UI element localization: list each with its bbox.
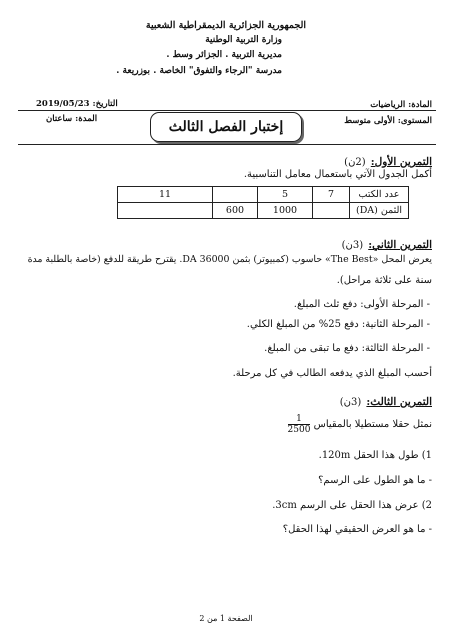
exercise2-step3: - المرحلة الثالثة: دفع ما تبقى من المبلغ. xyxy=(264,343,430,354)
exercise2-question: أحسب المبلغ الذي يدفعه الطالب في كل مرحلة. xyxy=(232,368,432,379)
subject-label: المادة: الرياضيات xyxy=(370,100,432,110)
proportionality-table xyxy=(117,186,409,219)
table-row xyxy=(118,187,409,203)
exercise2-statement: يعرض المحل «The Best» حاسوب (كمبيوتر) بثمن 36000 DA. يقترح طريقة للدفع (خاصة بالطلبة مدة xyxy=(27,254,432,265)
exercise3-q2-ask: - ما هو العرض الحقيقي لهذا الحقل؟ xyxy=(282,524,432,535)
exercise3-title: التمرين الثالث: xyxy=(366,396,432,408)
exercise3-heading xyxy=(340,390,432,410)
header-rule-top xyxy=(18,110,436,111)
exercise3-q2: 2) عرض هذا الحقل على الرسم 3cm. xyxy=(272,500,432,511)
exercise3-q1: 1) طول هذا الحقل 120m. xyxy=(318,450,432,461)
scale-denominator: 2500 xyxy=(287,425,311,435)
table-row xyxy=(118,203,409,219)
table-cell xyxy=(213,187,258,203)
exercise1-instruction: أكمل الجدول الآتي باستعمال معامل التناسبية. xyxy=(243,169,432,180)
ministry-line: وزارة التربية الوطنية xyxy=(205,35,282,45)
table-cell: 1000 xyxy=(258,203,313,219)
date-label: التاريخ: 2019/05/23 xyxy=(36,99,118,109)
table-cell: 600 xyxy=(213,203,258,219)
duration-label: المدة: ساعتان xyxy=(46,114,98,124)
exercise2-statement-cont: سنة على ثلاثة مراحل). xyxy=(336,275,432,286)
republic-line: الجمهورية الجزائرية الديمقراطية الشعبية xyxy=(145,20,307,31)
table-cell: عدد الكتب xyxy=(350,187,409,203)
exam-title: إختبار الفصل الثالث xyxy=(150,112,302,142)
table-cell: 11 xyxy=(118,187,213,203)
ministry-header xyxy=(0,18,452,33)
exercise1-title: التمرين الأول: xyxy=(370,156,432,168)
exercise3-intro-text: نمثل حقلا مستطيلا بالمقياس xyxy=(313,419,432,430)
directorate-line: مديرية التربية . الجزائر وسط . xyxy=(166,50,282,60)
table-cell xyxy=(313,203,350,219)
exercise2-points: (3ن) xyxy=(341,240,364,251)
level-label: المستوى: الأولى متوسط xyxy=(344,116,432,126)
exercise2-step2: - المرحلة الثانية: دفع 25% من المبلغ الكلي. xyxy=(246,319,430,330)
table-cell xyxy=(118,203,213,219)
table-cell: 7 xyxy=(313,187,350,203)
table-cell: الثمن (DA) xyxy=(350,203,409,219)
scale-fraction xyxy=(288,414,311,435)
scale-numerator: 1 xyxy=(288,414,311,425)
exercise3-points: (3ن) xyxy=(339,397,362,408)
header-rule-bottom xyxy=(18,144,436,145)
exercise1-points: (2ن) xyxy=(344,157,366,168)
exercise2-step1: - المرحلة الأولى: دفع ثلث المبلغ. xyxy=(293,299,430,310)
school-line: مدرسة "الرجاء والتفوق" الخاصة . بوزريعة . xyxy=(116,66,282,76)
exercise3-q1-ask: - ما هو الطول على الرسم؟ xyxy=(318,475,432,486)
exercise3-intro xyxy=(288,414,432,435)
page-number: الصفحة 1 من 2 xyxy=(199,614,253,623)
table-cell: 5 xyxy=(258,187,313,203)
exercise2-title: التمرين الثاني: xyxy=(368,239,432,251)
exercise2-heading xyxy=(342,233,432,253)
